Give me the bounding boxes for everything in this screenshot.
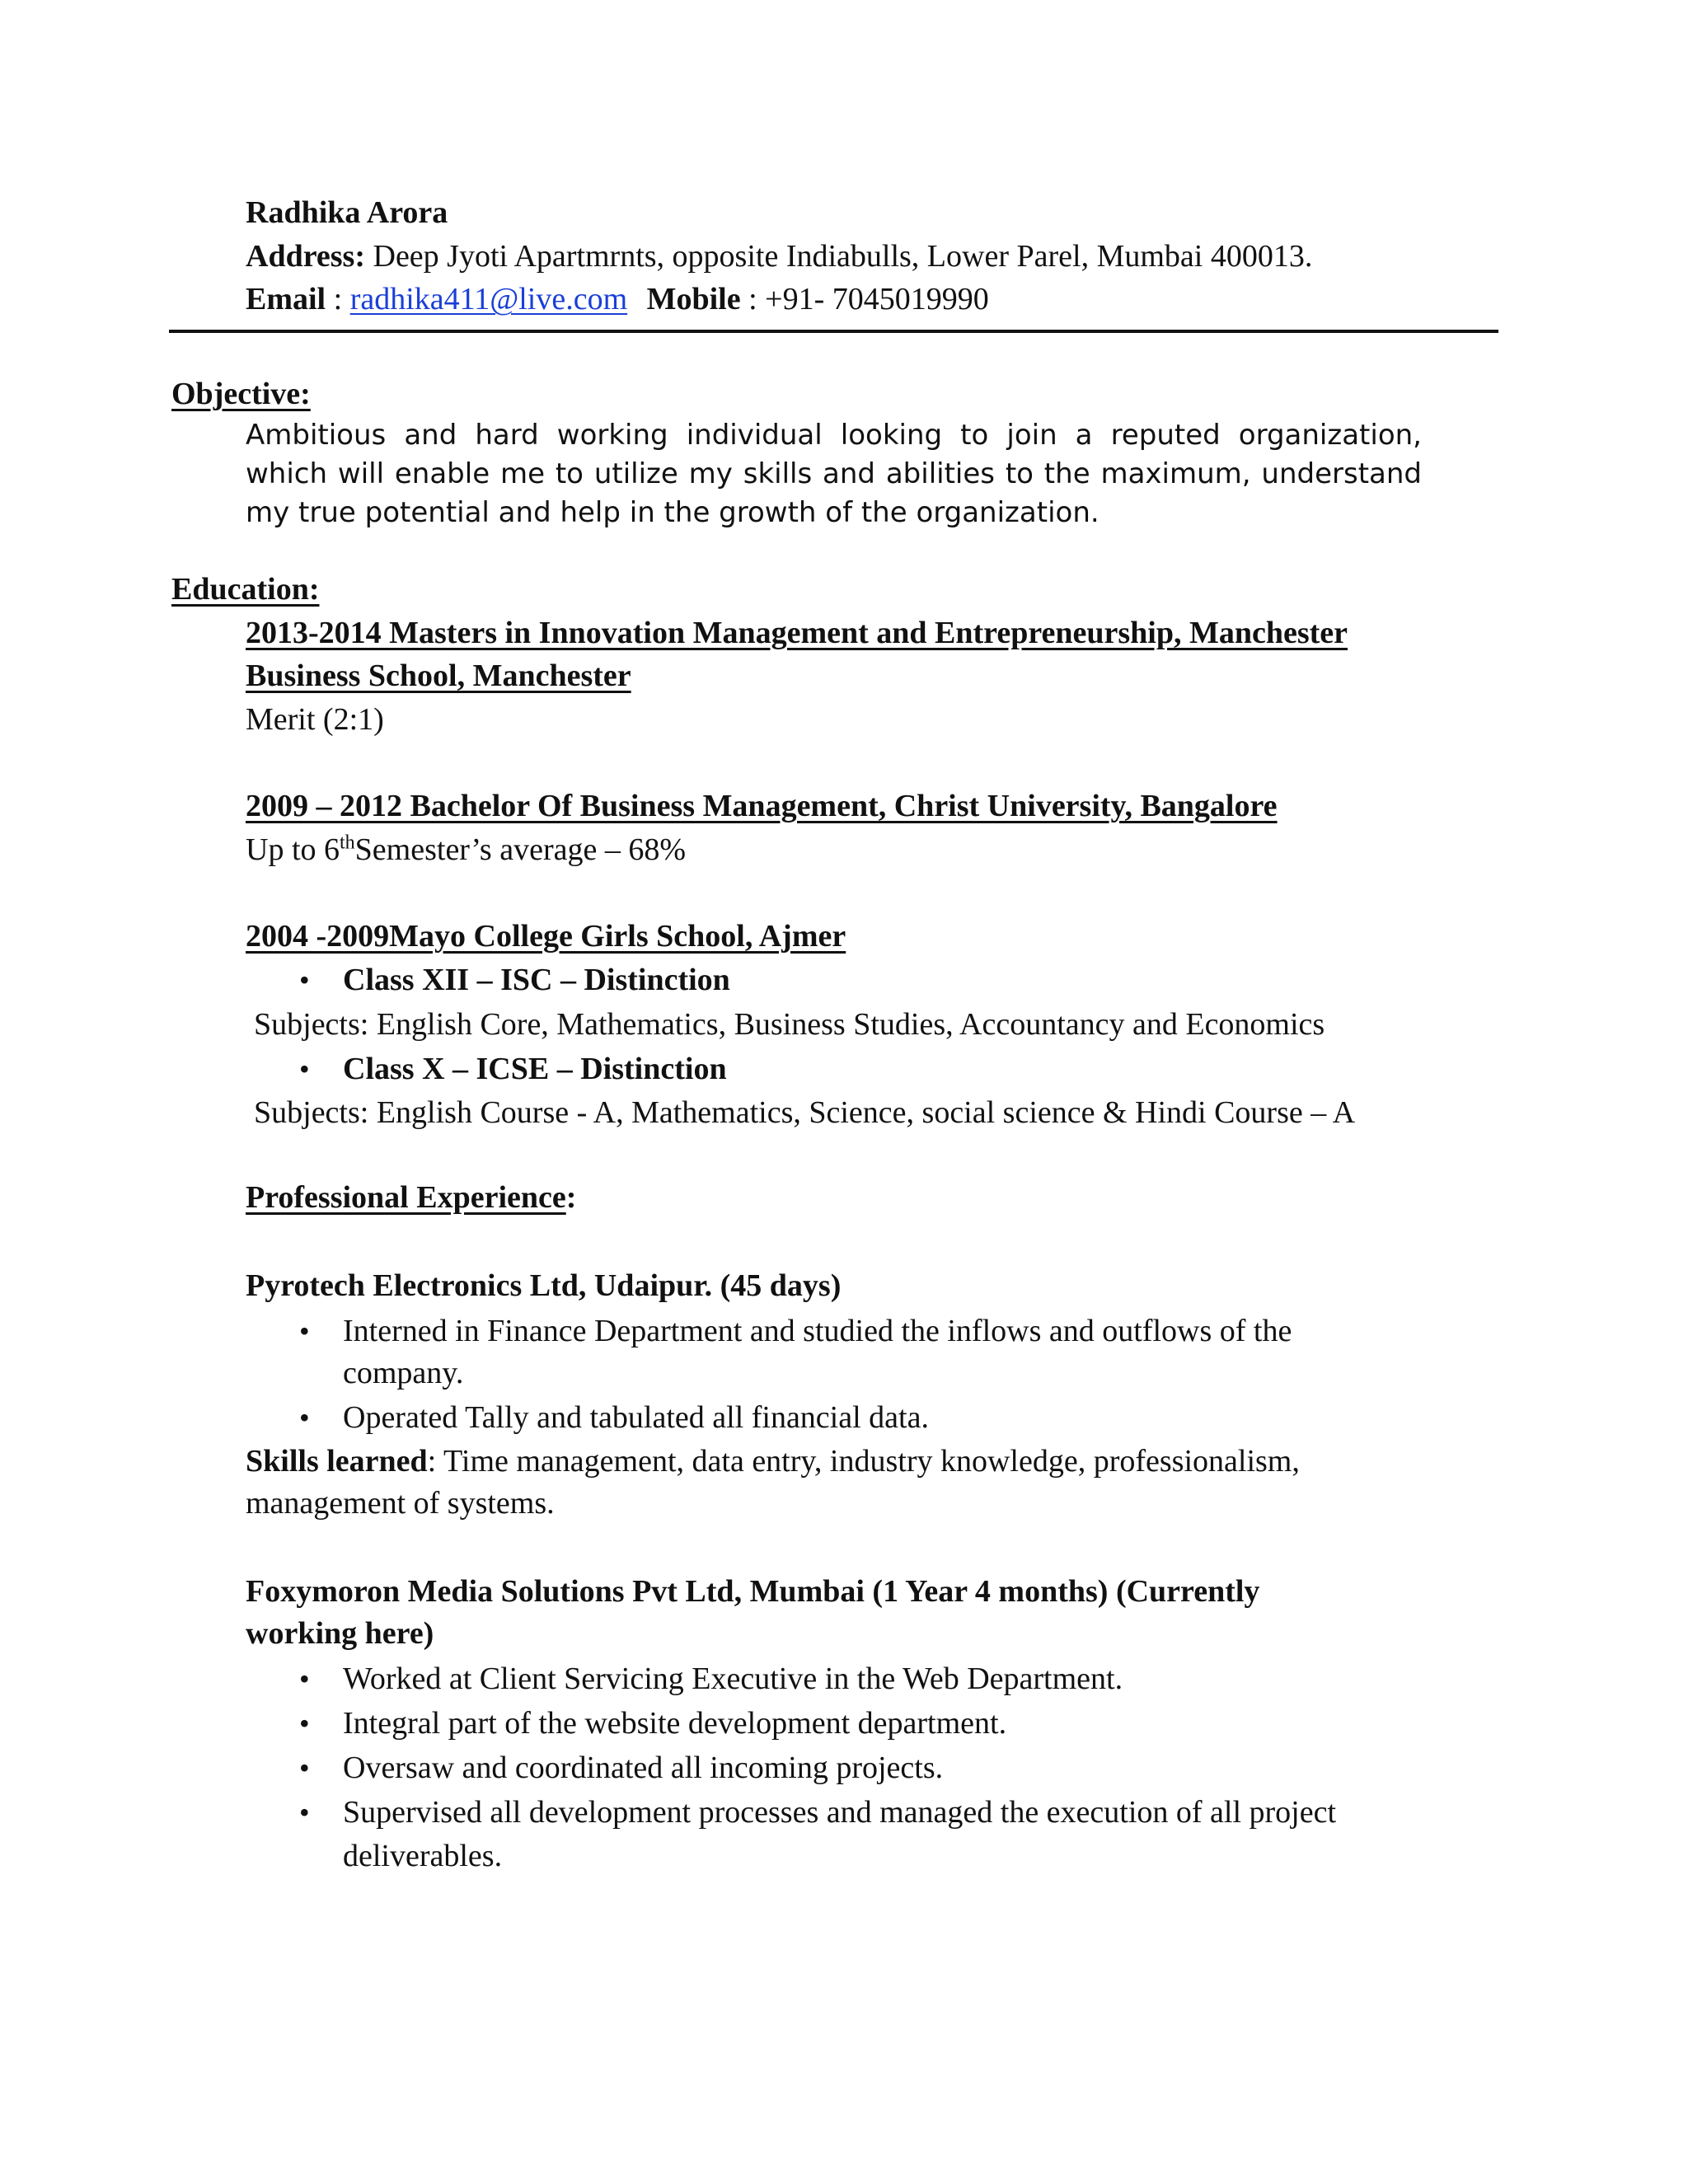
contact-line	[246, 280, 989, 318]
job2-bullet-2: Integral part of the website development department.	[343, 1706, 1007, 1741]
skills-text: : Time management, data entry, industry knowledge, professionalism,	[427, 1444, 1300, 1479]
skills-label: Skills learned	[246, 1444, 428, 1479]
class10-subjects: Subjects: English Course - A, Mathematics, Science, social science & Hindi Course – A	[254, 1095, 1356, 1130]
mobile-label: Mobile	[646, 282, 741, 316]
bachelors-title: 2009 – 2012 Bachelor Of Business Management, Christ University, Bangalore	[246, 789, 1278, 823]
experience-heading	[246, 1179, 576, 1216]
class10-item: Class X – ICSE – Distinction	[343, 1052, 727, 1086]
bullet-icon: •	[299, 963, 310, 996]
job1-bullet-1-cont: company.	[343, 1356, 464, 1390]
bullet-icon: •	[299, 1662, 310, 1695]
class12-subjects: Subjects: English Core, Mathematics, Business Studies, Accountancy and Economics	[254, 1007, 1325, 1042]
job1-bullet-2: Operated Tally and tabulated all financial data.	[343, 1400, 929, 1435]
job2-bullet-4: Supervised all development processes and managed the execution of all project	[343, 1795, 1337, 1830]
objective-heading: Objective:	[171, 377, 311, 411]
masters-result: Merit (2:1)	[246, 702, 384, 737]
masters-title-line-2: Business School, Manchester	[246, 658, 631, 693]
class12-item: Class XII – ISC – Distinction	[343, 963, 730, 997]
job2-title-line-1: Foxymoron Media Solutions Pvt Ltd, Mumbai (1 Year 4 months) (Currently	[246, 1574, 1260, 1609]
objective-line-2: which will enable me to utilize my skills and abilities to the maximum, understand	[246, 457, 1422, 490]
bullet-icon: •	[299, 1315, 310, 1347]
header-divider	[169, 330, 1498, 333]
objective-line-3: my true potential and help in the growth of the organization.	[246, 496, 1100, 529]
objective-line-1: Ambitious and hard working individual looking to join a reputed organization,	[246, 419, 1422, 452]
school-title: 2004 -2009Mayo College Girls School, Ajmer	[246, 919, 846, 954]
email-link[interactable]: radhika411@live.com	[349, 282, 628, 316]
email-label: Email	[246, 282, 326, 316]
candidate-name: Radhika Arora	[246, 195, 448, 230]
masters-title-line-1: 2013-2014 Masters in Innovation Management and Entrepreneurship, Manchester	[246, 616, 1348, 650]
bachelors-result	[246, 831, 686, 869]
job1-skills-line-2: management of systems.	[246, 1486, 555, 1521]
bullet-icon: •	[299, 1401, 310, 1434]
job1-title: Pyrotech Electronics Ltd, Udaipur. (45 days)	[246, 1268, 842, 1303]
bullet-icon: •	[299, 1707, 310, 1740]
bachelors-result-pre: Up to 6	[246, 832, 340, 867]
bachelors-result-sup: th	[340, 832, 355, 854]
address-line	[246, 237, 1312, 275]
bullet-icon: •	[299, 1796, 310, 1829]
bullet-icon: •	[299, 1751, 310, 1784]
bullet-icon: •	[299, 1052, 310, 1085]
job2-title-line-2: working here)	[246, 1616, 434, 1651]
address-text: Deep Jyoti Apartmrnts, opposite Indiabulls, Lower Parel, Mumbai 400013.	[365, 239, 1313, 274]
education-heading: Education:	[171, 572, 320, 607]
job2-bullet-1: Worked at Client Servicing Executive in the Web Department.	[343, 1661, 1123, 1696]
email-separator: :	[326, 282, 350, 316]
mobile-number: : +91- 7045019990	[740, 282, 989, 316]
job1-bullet-1: Interned in Finance Department and studied the inflows and outflows of the	[343, 1314, 1292, 1348]
bachelors-result-post: Semester’s average – 68%	[354, 832, 686, 867]
experience-heading-colon: :	[565, 1180, 577, 1215]
job2-bullet-4-cont: deliverables.	[343, 1839, 503, 1873]
job2-bullet-3: Oversaw and coordinated all incoming projects.	[343, 1750, 944, 1785]
experience-heading-text: Professional Experience	[246, 1180, 566, 1215]
job1-skills-line-1	[246, 1442, 1300, 1480]
address-label: Address:	[246, 239, 365, 274]
